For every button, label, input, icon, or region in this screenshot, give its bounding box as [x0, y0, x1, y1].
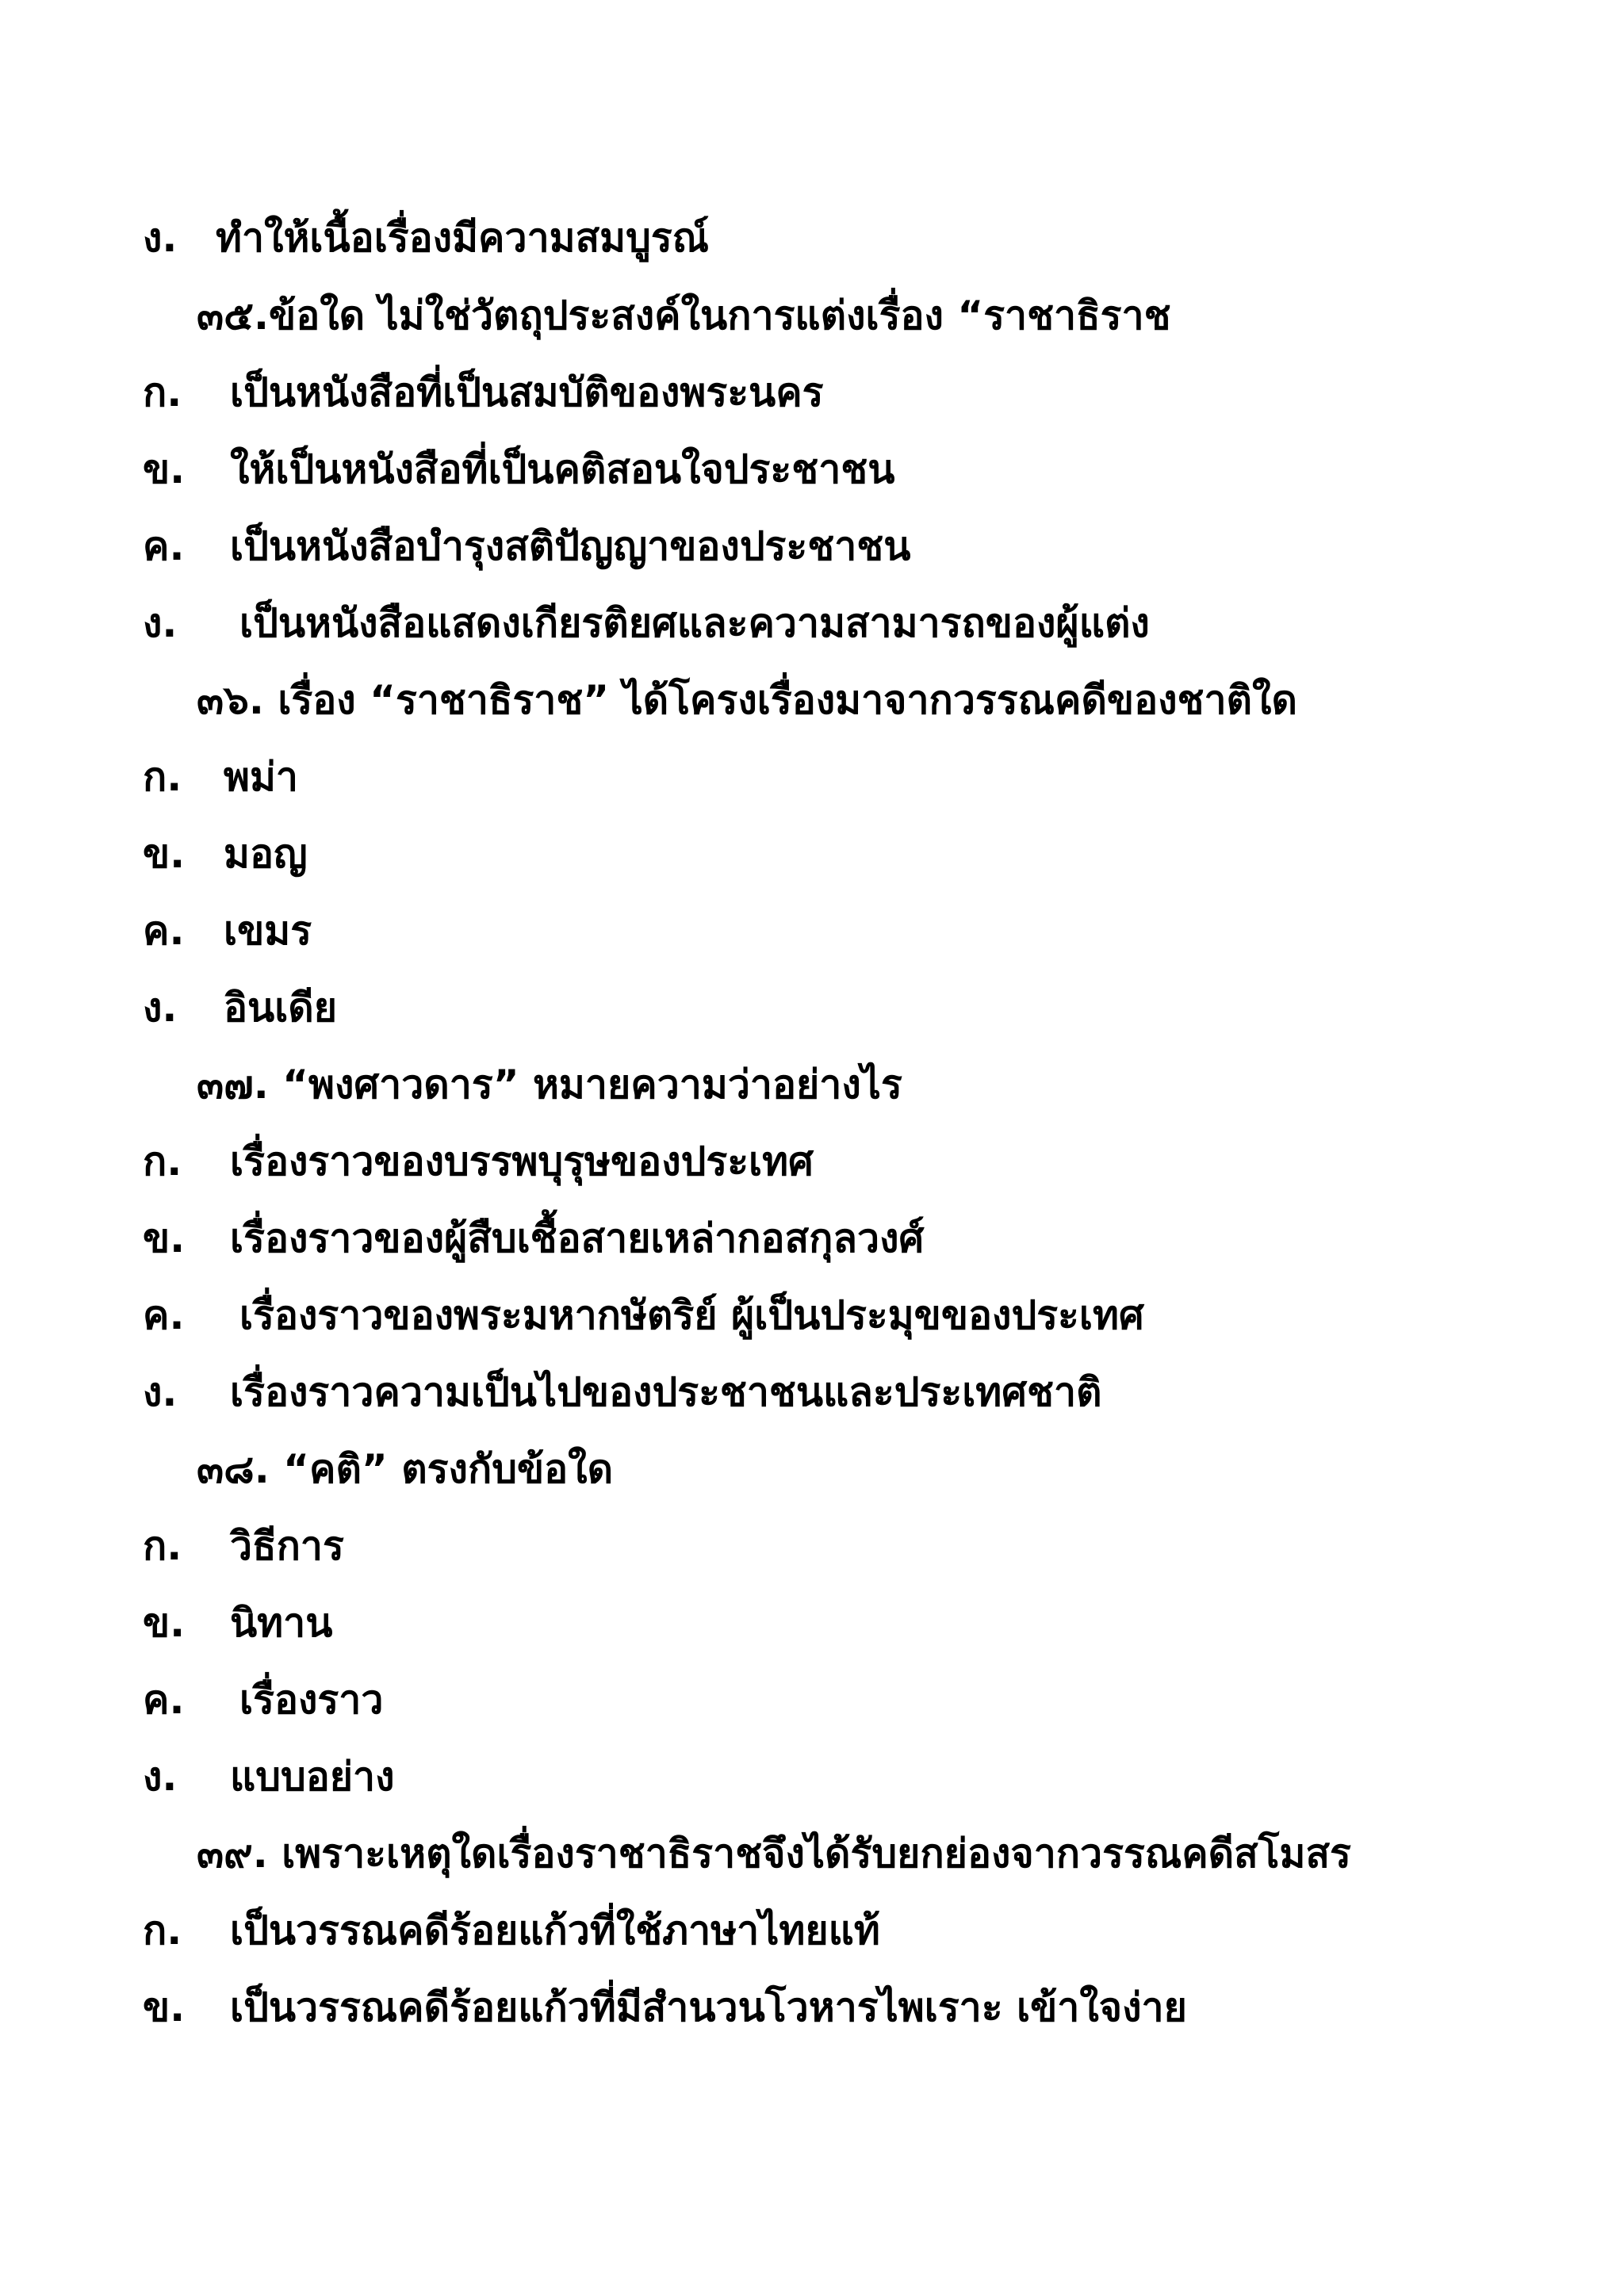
- option-line: [0, 508, 1624, 584]
- option-line: [0, 1200, 1624, 1276]
- option-text: เรื่องราวของบรรพบุรุษของประเทศ: [230, 1138, 814, 1184]
- question-text: ๓๘. “คติ” ตรงกับข้อใด: [197, 1446, 614, 1492]
- option-label: ง.: [143, 1369, 178, 1415]
- option-label: ง.: [143, 215, 178, 261]
- question-38: [0, 1431, 1624, 1507]
- option-line: [0, 1662, 1624, 1738]
- option-text: เรื่องราวความเป็นไปของประชาชนและประเทศชาติ: [230, 1369, 1102, 1415]
- option-line: [0, 1969, 1624, 2045]
- option-text: อินเดีย: [224, 985, 338, 1031]
- option-text: เป็นหนังสือแสดงเกียรติยศและความสามารถของผู้แต่ง: [239, 600, 1150, 646]
- option-label: ข.: [143, 1215, 186, 1261]
- option-line: [0, 893, 1624, 969]
- option-text: เป็นวรรณคดีร้อยแก้วที่มีสำนวนโวหารไพเราะ เข้าใจง่าย: [230, 1984, 1187, 2030]
- option-line: [0, 1354, 1624, 1430]
- option-line: [0, 1585, 1624, 1661]
- option-label: ก.: [143, 369, 182, 415]
- option-label: ง.: [143, 600, 178, 646]
- option-line: [0, 585, 1624, 661]
- option-text: ให้เป็นหนังสือที่เป็นคติสอนใจประชาชน: [230, 446, 895, 492]
- option-text: ทำให้เนื้อเรื่องมีความสมบูรณ์: [216, 215, 710, 261]
- option-line: [0, 1277, 1624, 1353]
- option-line: [0, 816, 1624, 892]
- option-text: เรื่องราว: [239, 1677, 384, 1723]
- option-line: [0, 354, 1624, 430]
- question-text: ๓๗. “พงศาวดาร” หมายความว่าอย่างไร: [197, 1062, 902, 1108]
- option-text: เรื่องราวของพระมหากษัตริย์ ผู้เป็นประมุขของประเทศ: [239, 1292, 1144, 1338]
- option-label: ข.: [143, 831, 186, 877]
- question-36: [0, 662, 1624, 738]
- option-line: [0, 1892, 1624, 1969]
- option-text: เรื่องราวของผู้สืบเชื้อสายเหล่ากอสกุลวงศ์: [230, 1215, 925, 1261]
- option-text: นิทาน: [230, 1600, 333, 1646]
- question-text: ๓๕.ข้อใด ไม่ใช่วัตถุประสงค์ในการแต่งเรื่อง “ราชาธิราช: [197, 293, 1171, 339]
- question-37: [0, 1047, 1624, 1123]
- option-label: ก.: [143, 1523, 182, 1569]
- option-label: ค.: [143, 1677, 185, 1723]
- option-text: มอญ: [224, 831, 308, 877]
- option-line: [0, 431, 1624, 507]
- option-text: พม่า: [224, 754, 298, 800]
- option-label: ข.: [143, 446, 186, 492]
- question-text: ๓๙. เพราะเหตุใดเรื่องราชาธิราชจึงได้รับยกย่องจากวรรณคดีสโมสร: [197, 1831, 1351, 1877]
- question-35: [0, 277, 1624, 354]
- option-label: ค.: [143, 908, 185, 954]
- option-label: ก.: [143, 754, 182, 800]
- question-39: [0, 1816, 1624, 1892]
- option-line: [0, 1508, 1624, 1584]
- option-line: [0, 1123, 1624, 1200]
- option-label: ค.: [143, 523, 185, 569]
- option-line: [0, 739, 1624, 815]
- option-label: ค.: [143, 1292, 185, 1338]
- option-line: [0, 200, 1624, 276]
- option-label: ข.: [143, 1600, 186, 1646]
- option-label: ง.: [143, 985, 178, 1031]
- option-text: เขมร: [224, 908, 312, 954]
- option-label: ง.: [143, 1754, 178, 1800]
- option-text: เป็นวรรณคดีร้อยแก้วที่ใช้ภาษาไทยแท้: [230, 1908, 880, 1954]
- option-text: แบบอย่าง: [230, 1754, 395, 1800]
- option-label: ข.: [143, 1984, 186, 2030]
- option-label: ก.: [143, 1908, 182, 1954]
- option-text: เป็นหนังสือบำรุงสติปัญญาของประชาชน: [230, 523, 911, 569]
- option-line: [0, 1739, 1624, 1815]
- option-text: เป็นหนังสือที่เป็นสมบัติของพระนคร: [230, 369, 824, 415]
- option-line: [0, 970, 1624, 1046]
- question-text: ๓๖. เรื่อง “ราชาธิราช” ได้โครงเรื่องมาจากวรรณคดีของชาติใด: [197, 677, 1297, 723]
- option-text: วิธีการ: [230, 1523, 344, 1569]
- option-label: ก.: [143, 1138, 182, 1184]
